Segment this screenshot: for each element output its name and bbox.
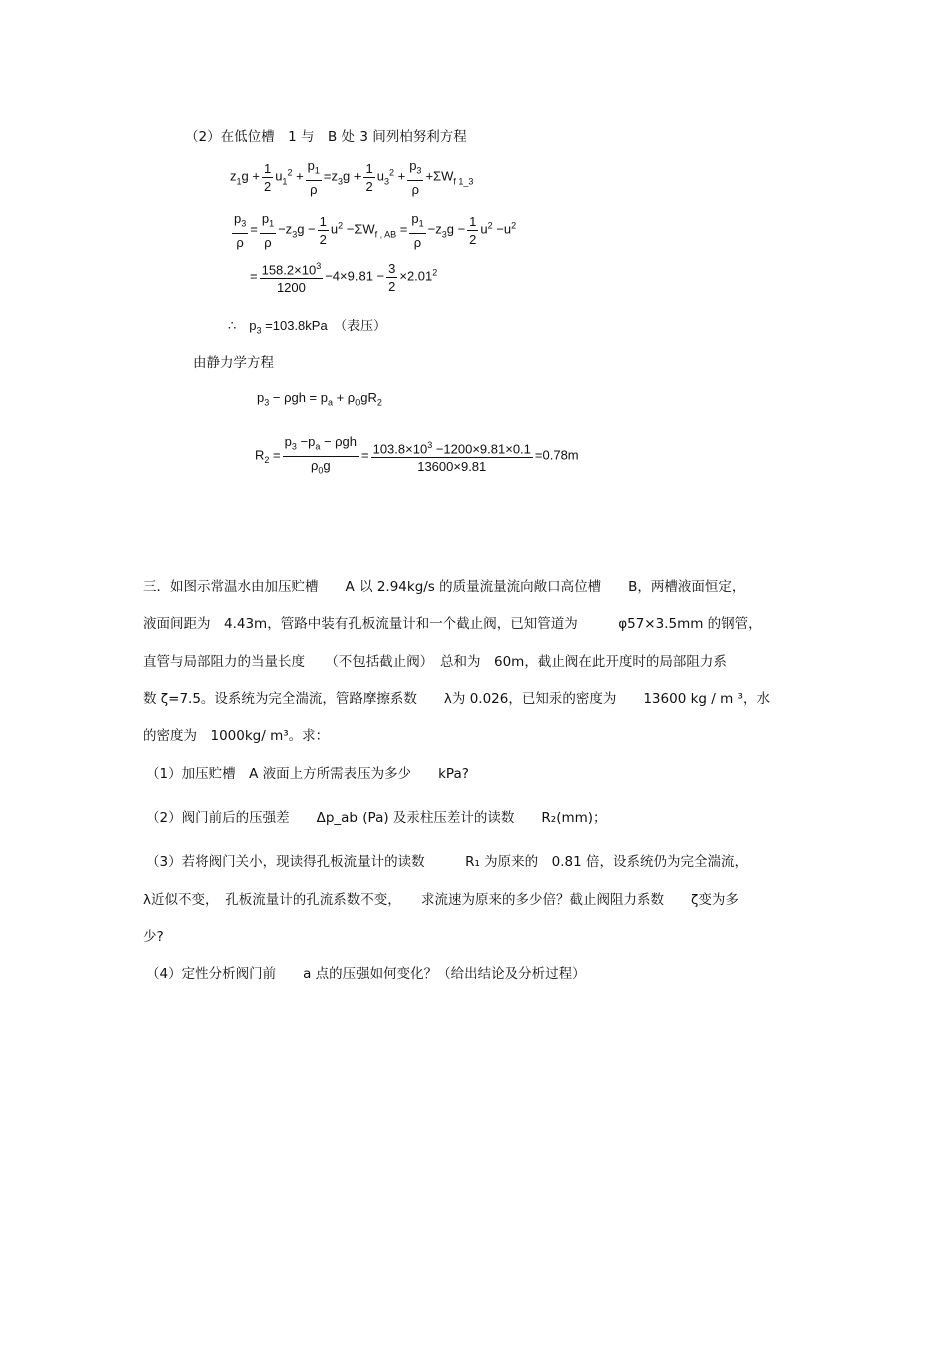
problem-line-5: 的密度为 1000kg/ m³。求：: [143, 728, 330, 744]
bernoulli-equation: $z_1g$ + $\frac{1}{2}$ $u_1^2$ + $\frac{p_1}{\rho}$ $=z_3g$ + $\frac{1}{2}$ $u_3^2$ + $\frac{p_3}{\rho}$ $+\Sigma W_{f 1\_3}$: [230, 158, 474, 197]
problem-line-1: 三．如图示常温水由加压贮槽 A 以 2.94kg/s 的质量流量流向敞口高位槽 B，两槽液面恒定，: [143, 579, 746, 595]
problem-line-4: 数 ζ=7.5。设系统为完全湍流，管路摩擦系数 λ为 0.026，已知汞的密度为 13600 kg / m ³，水: [143, 691, 770, 707]
question-4: （4）定性分析阀门前 a 点的压强如何变化？（给出结论及分析过程）: [146, 966, 586, 982]
p3-result: ∴ $p_3 =103.8kPa$ （表压）: [228, 318, 387, 336]
step2-heading: （2）在低位槽 1 与 B 处 3 间列柏努利方程: [185, 129, 467, 145]
question-2: （2）阀门前后的压强差 Δp_ab (Pa) 及汞柱压差计的读数 R₂(mm)；: [146, 810, 607, 826]
question-3-line-1: （3）若将阀门关小，现读得孔板流量计的读数 R₁ 为原来的 0.81 倍，设系统仍为完全湍流，: [146, 854, 749, 870]
statics-heading: 由静力学方程: [193, 355, 274, 371]
numeric-substitution: = $\frac{158.2\times 10^3}{1200}$ −4×9.81 − $\frac{3}{2}$ $\times 2.01^2$: [250, 258, 437, 296]
question-3-line-3: 少?: [143, 929, 164, 945]
statics-equation: $p_3 - \rho gh = p_a + \rho_0gR_2$: [257, 390, 382, 408]
problem-line-3: 直管与局部阻力的当量长度 （不包括截止阀） 总和为 60m，截止阀在此开度时的局部阻力系: [143, 654, 727, 670]
question-3-line-2: λ近似不变， 孔板流量计的孔流系数不变， 求流速为原来的多少倍？截止阀阻力系数 ζ变为多: [143, 892, 739, 908]
problem-line-2: 液面间距为 4.43m，管路中装有孔板流量计和一个截止阀，已知管道为 φ57×3.5mm 的钢管，: [143, 616, 762, 632]
pressure-equation: $\frac{p_3}{\rho}$ = $\frac{p_1}{\rho}$ $-z_3g$ − $\frac{1}{2}$ $u^2 -\Sigma W_{f , AB}$ = $\frac{p_1}{\rho}$ $-z_3g$ − $\frac{1}{2}$ $u^2 -u^2$: [234, 211, 517, 250]
question-1: （1）加压贮槽 A 液面上方所需表压为多少 kPa?: [146, 766, 469, 782]
r2-equation: $R_2$ = $\frac{p_3 -p_a - \rho gh}{\rho_0g}$ = $\frac{103.8\times 10^3 -1200\times 9.81\times 0.1}{13600\times 9.81}$ =0.78m: [255, 434, 579, 476]
